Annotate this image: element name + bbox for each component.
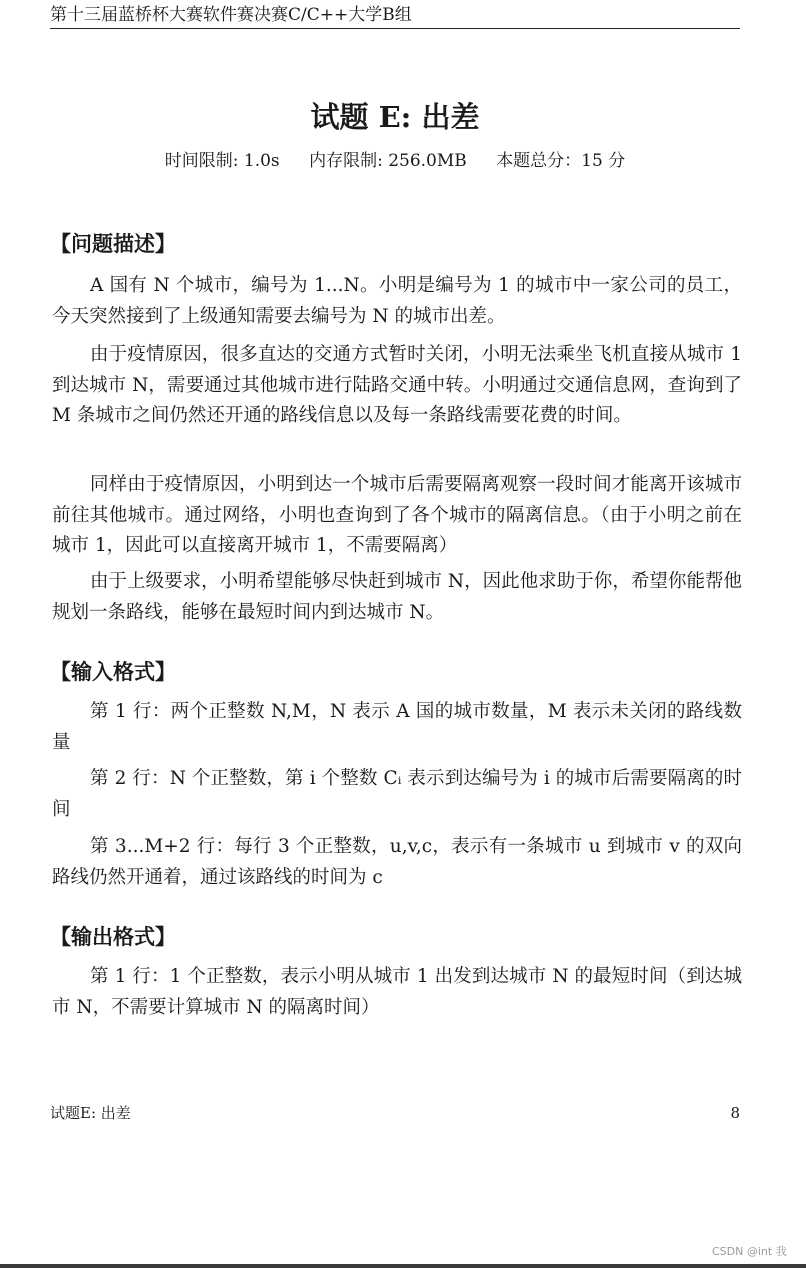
input-format-heading: 【输入格式】 [50, 660, 176, 684]
description-paragraph: A 国有 N 个城市，编号为 1...N。小明是编号为 1 的城市中一家公司的员工，今天突然接到了上级通知需要去编号为 N 的城市出差。 [52, 275, 742, 327]
output-format-heading: 【输出格式】 [50, 925, 176, 949]
problem-title: 试题 E: 出差 [310, 100, 480, 134]
footer-title: 试题E: 出差 [50, 1104, 131, 1122]
description-paragraph: 由于上级要求，小明希望能够尽快赶到城市 N，因此他求助于你，希望你能帮他规划一条路线，能够在最短时间内到达城市 N。 [52, 571, 742, 623]
time-limit: 时间限制: 1.0s [164, 151, 280, 171]
input-format-paragraph: 第 3...M+2 行：每行 3 个正整数，u,v,c，表示有一条城市 u 到城市 v 的双向路线仍然开通着，通过该路线的时间为 c [52, 836, 742, 888]
problem-limits [0, 147, 790, 175]
output-format-paragraph: 第 1 行：1 个正整数，表示小明从城市 1 出发到达城市 N 的最短时间（到达城市 N，不需要计算城市 N 的隔离时间） [52, 966, 742, 1018]
page-number: 8 [730, 1104, 740, 1122]
description-paragraph: 同样由于疫情原因，小明到达一个城市后需要隔离观察一段时间才能离开该城市前往其他城市。通过网络，小明也查询到了各个城市的隔离信息。（由于小明之前在城市 1，因此可以直接离开城市 1，不需要隔离） [52, 474, 742, 556]
input-format-paragraph: 第 1 行：两个正整数 N,M，N 表示 A 国的城市数量，M 表示未关闭的路线数量 [52, 701, 742, 753]
description-paragraph: 由于疫情原因，很多直达的交通方式暂时关闭，小明无法乘坐飞机直接从城市 1 到达城市 N，需要通过其他城市进行陆路交通中转。小明通过交通信息网，查询到了 M 条城市之间仍然还开通的路线信息以及每一条路线需要花费的时间。 [52, 344, 742, 426]
bottom-bar [0, 1264, 806, 1268]
total-score: 本题总分：15 分 [496, 151, 626, 171]
input-format-paragraph: 第 2 行：N 个正整数，第 i 个整数 Cᵢ 表示到达编号为 i 的城市后需要隔离的时间 [52, 768, 742, 820]
memory-limit: 内存限制: 256.0MB [309, 151, 467, 171]
watermark: CSDN @int 我 [712, 1245, 787, 1258]
running-header: 第十三届蓝桥杯大赛软件赛决赛C/C++大学B组 [50, 4, 740, 29]
description-heading: 【问题描述】 [50, 232, 176, 256]
